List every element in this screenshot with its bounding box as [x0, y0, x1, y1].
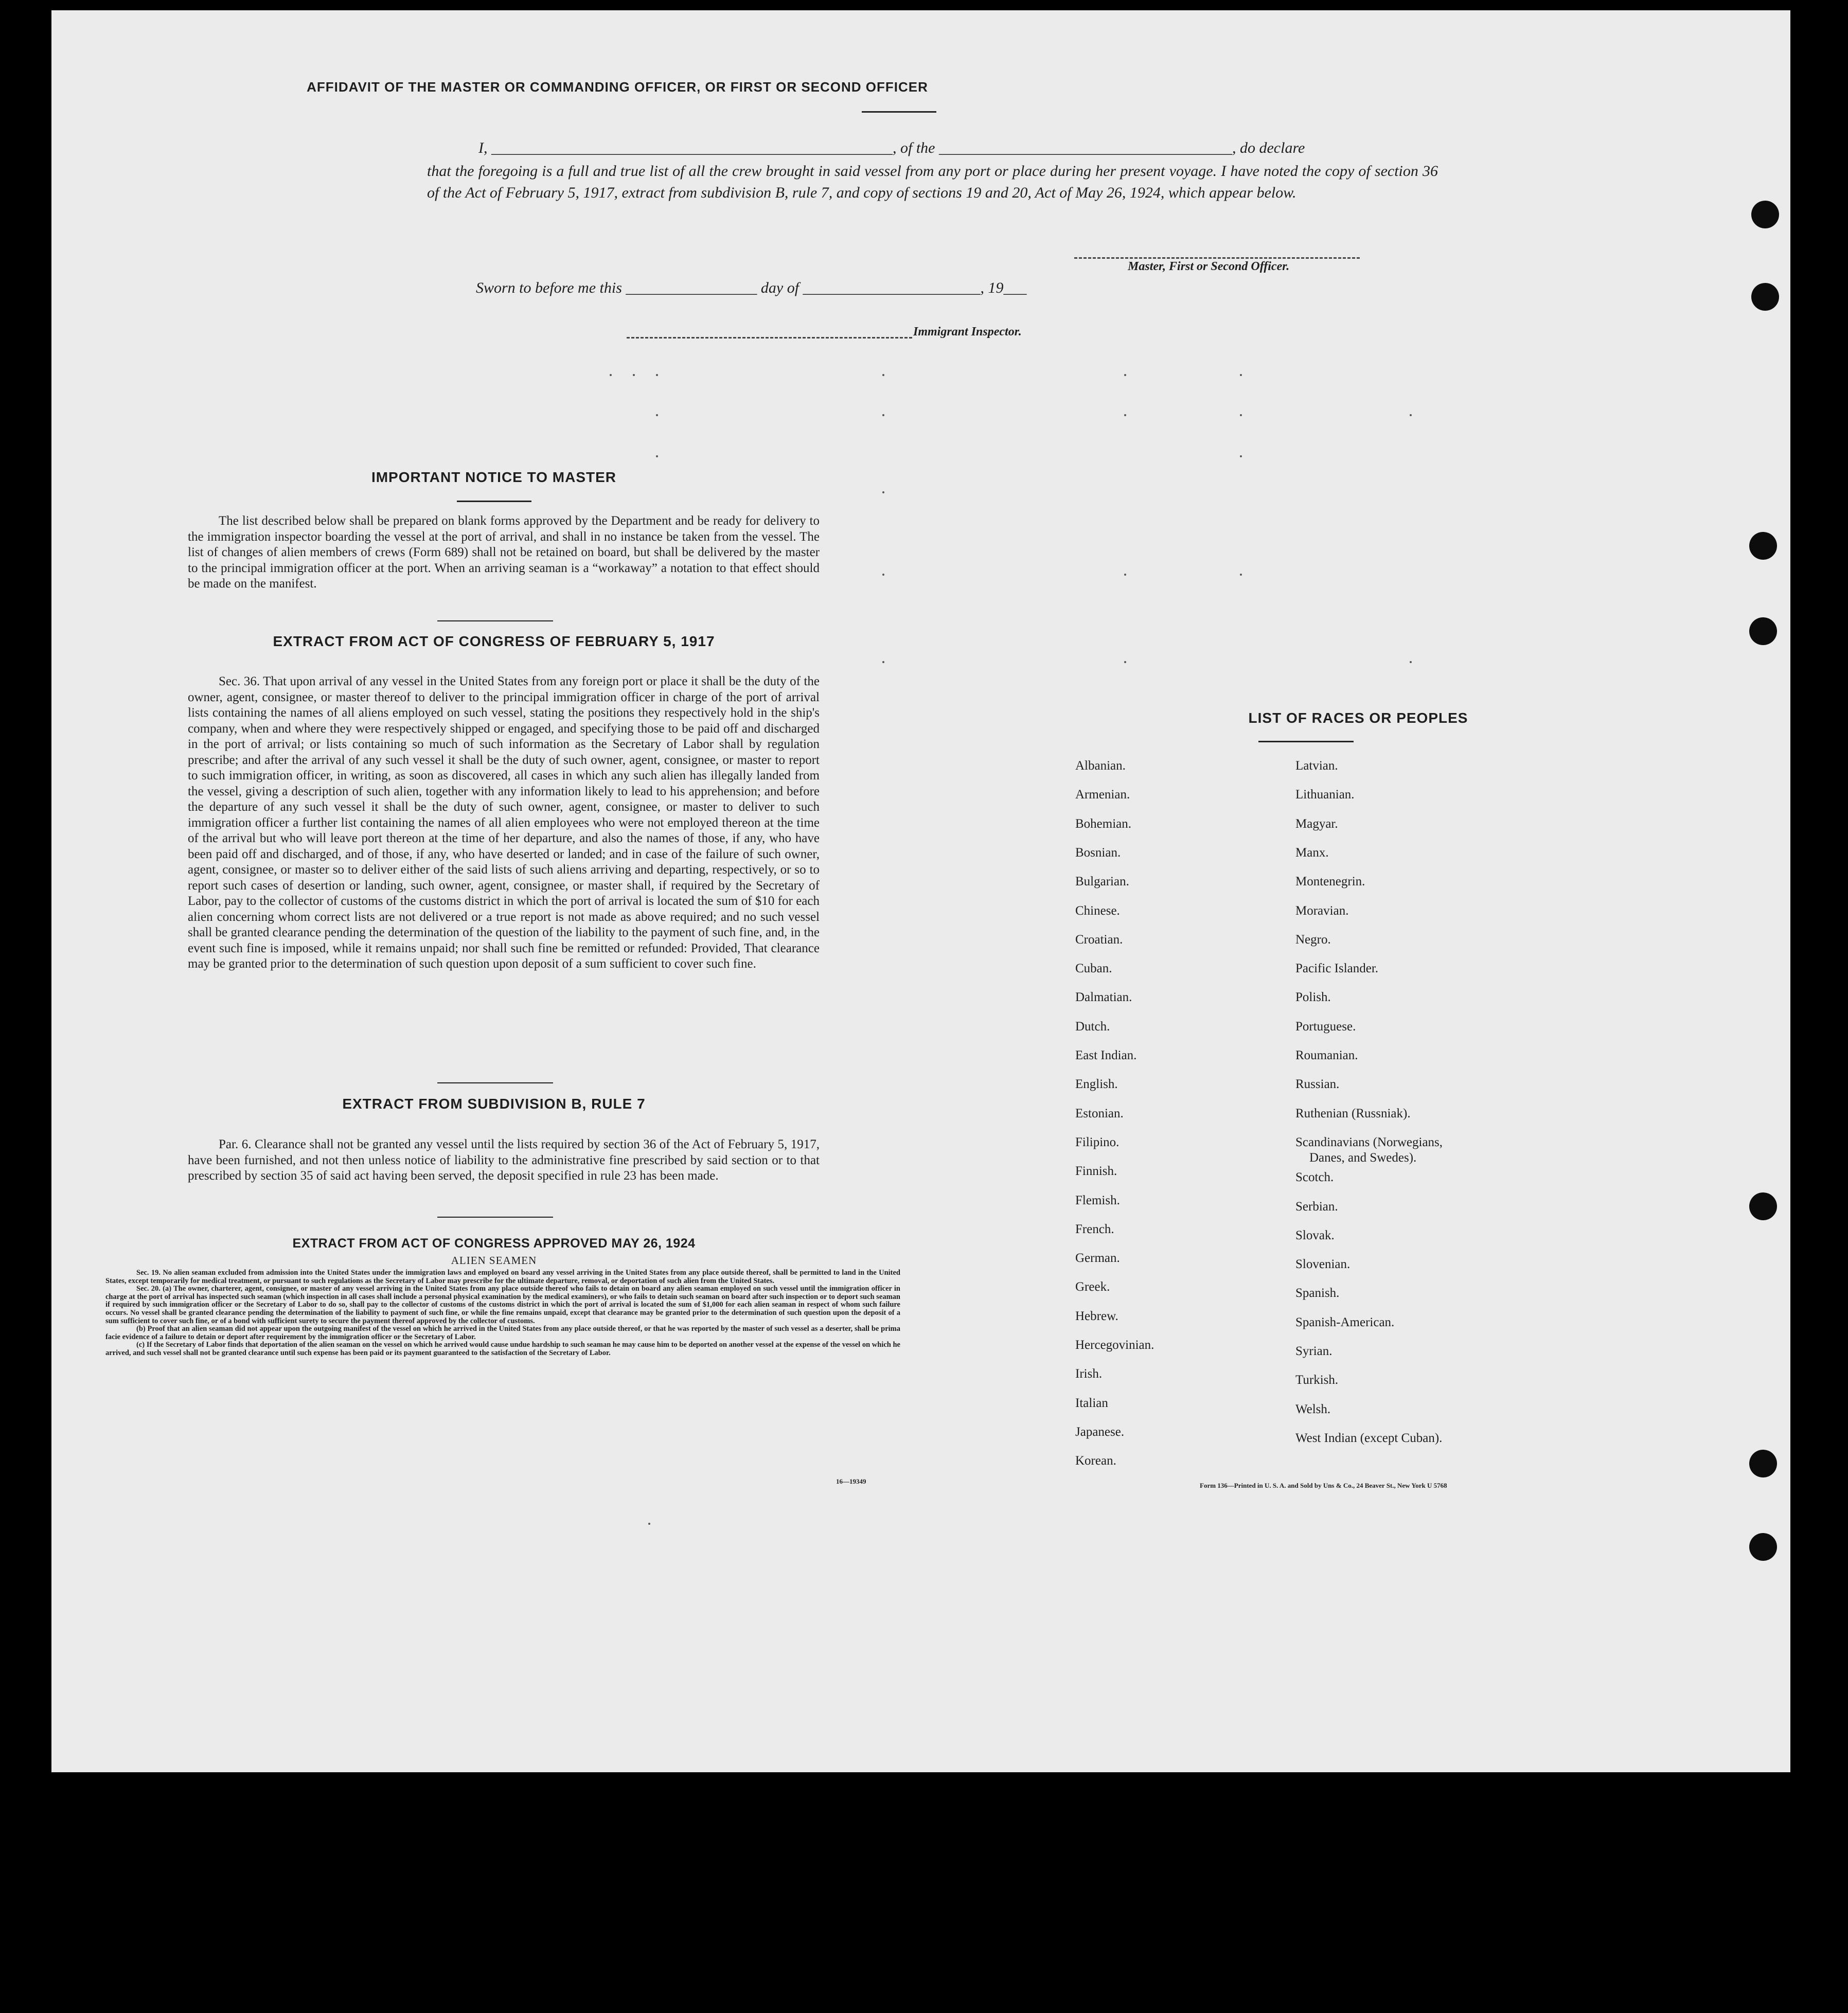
race-item: Hercegovinian. — [1075, 1338, 1154, 1352]
race-item: Manx. — [1295, 845, 1329, 860]
extract-1924-subheading: ALIEN SEAMEN — [451, 1254, 537, 1267]
race-item: Spanish. — [1295, 1286, 1340, 1301]
races-heading-rule — [1258, 741, 1354, 742]
sec19-text: Sec. 19. No alien seaman excluded from admission into the United States under the immigration laws and employed on board any vessel arriving in the United States from any place outside thereof, shall be permitted to land in the United States, except temporarily for medical treatment, or pursuant to such regulations as the Secretary of Labor may prescribe for the ultimate departure, removal, or deportation of such alien from the United States. — [105, 1269, 900, 1285]
race-item: Ruthenian (Russniak). — [1295, 1106, 1411, 1120]
speck — [1410, 661, 1412, 663]
race-item: Albanian. — [1075, 759, 1126, 773]
punch-hole — [1751, 201, 1779, 228]
race-item: Hebrew. — [1075, 1309, 1118, 1323]
notice-text: The list described below shall be prepared on blank forms approved by the Department and be ready for delivery to the immigration inspector boarding the vessel at the port of arrival, and shall in no instance be taken from the vessel. The list of changes of alien members of crews (Form 689) shall not be retained on board, but shall be delivered by the master to the principal immigration officer at the port. When an arriving seaman is a “workaway” a notation to that effect should be made on the manifest. — [188, 514, 820, 591]
race-item: Polish. — [1295, 990, 1331, 1005]
speck — [1124, 414, 1126, 416]
race-item: Greek. — [1075, 1280, 1110, 1294]
rule7-text: Par. 6. Clearance shall not be granted any vessel until the lists required by section 36 of the Act of February 5, 1917, have been furnished, and not then unless notice of liability to the administrative fine prescribed by said section or to that prescribed by section 35 of said act having been served, the deposit specified in rule 23 has been made. — [188, 1137, 820, 1183]
master-signature-label: Master, First or Second Officer. — [1128, 260, 1290, 273]
sworn-line: Sworn to before me this _________________ day of _______________________, 19___ — [476, 279, 1027, 296]
speck — [610, 374, 612, 376]
race-item: Spanish-American. — [1295, 1315, 1395, 1329]
speck — [633, 374, 635, 376]
race-item: Welsh. — [1295, 1402, 1331, 1416]
race-item: Turkish. — [1295, 1373, 1339, 1387]
speck — [1240, 414, 1242, 416]
speck — [1124, 574, 1126, 576]
speck — [648, 1523, 650, 1525]
race-item: Slovak. — [1295, 1228, 1335, 1242]
race-item: Slovenian. — [1295, 1257, 1351, 1272]
extract-1924-heading: EXTRACT FROM ACT OF CONGRESS APPROVED MAY 26, 1924 — [292, 1236, 696, 1251]
race-item: Cuban. — [1075, 961, 1112, 976]
race-item: Bulgarian. — [1075, 875, 1129, 889]
document-page — [51, 10, 1790, 1772]
race-item: East Indian. — [1075, 1048, 1137, 1062]
race-item: Negro. — [1295, 932, 1331, 947]
declaration-text: that the foregoing is a full and true list of all the crew brought in said vessel from any port or place during her present voyage. I have noted the copy of section 36 of the Act of February 5, 1917, extract from subdivision B, rule 7, and copy of sections 19 and 20, Act of May 26, 1924, which appear below. — [427, 163, 1438, 201]
speck — [882, 491, 884, 493]
race-item: Chinese. — [1075, 903, 1120, 918]
race-item: Irish. — [1075, 1367, 1103, 1381]
race-item: Scandinavians (Norwegians, — [1295, 1135, 1443, 1149]
race-item: Filipino. — [1075, 1135, 1120, 1149]
race-item: Scotch. — [1295, 1170, 1334, 1185]
extract-1917-heading: EXTRACT FROM ACT OF CONGRESS OF FEBRUARY 5, 1917 — [273, 633, 715, 649]
races-heading: LIST OF RACES OR PEOPLES — [1248, 710, 1468, 726]
race-item: Dutch. — [1075, 1019, 1110, 1034]
race-item: Danes, and Swedes). — [1309, 1150, 1417, 1165]
race-item: Bosnian. — [1075, 845, 1121, 860]
speck — [1240, 574, 1242, 576]
punch-hole — [1749, 1533, 1777, 1561]
sec20b-text: (b) Proof that an alien seaman did not appear upon the outgoing manifest of the vessel on which he arrived in the United States from any place outside thereof, or that he was reported by the master of such vessel as a deserter, shall be prima facie evidence of a failure to detain or deport after requirement by the immigration officer or the Secretary of Labor. — [105, 1325, 900, 1341]
notice-heading-rule — [457, 501, 531, 502]
race-item: Armenian. — [1075, 788, 1130, 802]
race-item: Bohemian. — [1075, 816, 1132, 831]
race-item: Croatian. — [1075, 932, 1123, 947]
title-underline — [862, 111, 936, 113]
race-item: Russian. — [1295, 1077, 1340, 1092]
race-item: Portuguese. — [1295, 1019, 1356, 1034]
speck — [1410, 414, 1412, 416]
affidavit-title: AFFIDAVIT OF THE MASTER OR COMMANDING OFFICER, OR FIRST OR SECOND OFFICER — [307, 79, 928, 95]
race-item: Serbian. — [1295, 1199, 1338, 1214]
race-item: Italian — [1075, 1396, 1108, 1410]
form-number-code: 16—19349 — [836, 1477, 866, 1485]
speck — [882, 661, 884, 663]
race-item: Syrian. — [1295, 1344, 1332, 1358]
rule7-divider — [437, 1217, 553, 1218]
speck — [1240, 455, 1242, 457]
speck — [656, 374, 658, 376]
extract-1917-divider — [437, 1082, 553, 1083]
race-item: English. — [1075, 1077, 1118, 1092]
extract-1924-body — [105, 1269, 900, 1358]
notice-divider — [437, 620, 553, 621]
punch-hole — [1749, 1450, 1777, 1477]
speck — [882, 374, 884, 376]
speck — [882, 414, 884, 416]
race-item: Lithuanian. — [1295, 788, 1355, 802]
notice-heading: IMPORTANT NOTICE TO MASTER — [371, 469, 617, 485]
speck — [1124, 374, 1126, 376]
race-item: Dalmatian. — [1075, 990, 1132, 1005]
race-item: Japanese. — [1075, 1424, 1125, 1439]
printer-footer: Form 136—Printed in U. S. A. and Sold by Uns & Co., 24 Beaver St., New York U 5768 — [1200, 1482, 1447, 1489]
speck — [882, 574, 884, 576]
master-signature-line — [1074, 257, 1360, 259]
race-item: Finnish. — [1075, 1164, 1117, 1179]
race-item: West Indian (except Cuban). — [1295, 1431, 1443, 1445]
extract-1917-text: Sec. 36. That upon arrival of any vessel in the United States from any foreign port or place it shall be the duty of the owner, agent, consignee, or master thereof to deliver to the principal immigration officer in charge of the port of arrival lists containing the names of all aliens employed on such vessel, stating the positions they respectively hold in the ship's company, when and where they were respectively shipped or engaged, and specifying those to be paid off and discharged in the port of arrival; or lists containing so much of such information as the Secretary of Labor shall by regulation prescribe; and after the arrival of any such vessel it shall be the duty of such owner, agent, consignee, or master to report to such immigration officer, in writing, as soon as discovered, all cases in which any such alien has illegally landed from the vessel, giving a description of such alien, together with any information likely to lead to his apprehension; and before the departure of any such vessel it shall be the duty of such owner, agent, consignee, or master to deliver to such immigration officer a further list containing the names of all alien employees who were not employed thereon at the time of the arrival but who will leave port thereon at the time of her departure, and also the names of those, if any, who have been paid off and discharged, and of those, if any, who have deserted or landed; and in case of the failure of such owner, agent, consignee, or master so to deliver either of the said lists of such aliens arriving and departing, respectively, or so to report such cases of desertion or landing, such owner, agent, consignee, or master shall, if required by the Secretary of Labor, pay to the collector of customs of the customs district in which the port of arrival is located the sum of $10 for each alien concerning whom correct lists are not delivered or a true report is not made as above required; and no such vessel shall be granted clearance pending the determination of the question of the liability to the payment of such fine, and, in the event such fine is imposed, while it remains unpaid; nor shall such fine be remitted or refunded: Provided, That clearance may be granted prior to the determination of such question upon deposit of a sum sufficient to cover such fine. — [188, 674, 820, 971]
inspector-label: Immigrant Inspector. — [913, 325, 1022, 339]
speck — [1124, 661, 1126, 663]
speck — [1240, 374, 1242, 376]
race-item: Montenegrin. — [1295, 875, 1365, 889]
sec20a-text: Sec. 20. (a) The owner, charterer, agent, consignee, or master of any vessel arriving in the United States from any place outside thereof who fails to detain on board any alien seaman employed on such vessel until the immigration officer in charge at the port of arrival has inspected such seaman (which inspection in all cases shall include a personal physical examination by the medical examiners), or who fails to detain such seaman on board after such inspection or to deport such seaman if required by such immigration officer or the Secretary of Labor to do so, shall pay to the collector of customs of the customs district in which the port of arrival is located the sum of $1,000 for each alien seaman in respect of whom such failure occurs. No vessel shall be granted clearance pending the determination of the liability to payment of such fine, or while the fine remains unpaid, except that clearance may be granted prior to the determination of such question upon the deposit of a sum sufficient to cover such fine, or of a bond with sufficient surety to secure the payment thereof approved by the collector of customs. — [105, 1285, 900, 1325]
race-item: Magyar. — [1295, 816, 1338, 831]
inspector-signature-line — [627, 337, 912, 339]
speck — [656, 414, 658, 416]
race-item: Moravian. — [1295, 903, 1349, 918]
rule7-heading: EXTRACT FROM SUBDIVISION B, RULE 7 — [342, 1096, 646, 1112]
race-item: French. — [1075, 1222, 1114, 1236]
speck — [656, 455, 658, 457]
punch-hole — [1749, 617, 1777, 645]
sec20c-text: (c) If the Secretary of Labor finds that deportation of the alien seaman on the vessel on which he arrived would cause undue hardship to such seaman he may cause him to be deported on another vessel at the expense of the vessel on which he arrived, and such vessel shall not be granted clearance until such expense has been paid or its payment guaranteed to the satisfaction of the Secretary of Labor. — [105, 1341, 900, 1357]
race-item: Flemish. — [1075, 1193, 1120, 1207]
race-item: German. — [1075, 1251, 1120, 1266]
punch-hole — [1751, 283, 1779, 311]
race-item: Estonian. — [1075, 1106, 1124, 1120]
declaration-line: I, ____________________________________________________, of the ______________________________________, do declare — [478, 139, 1305, 156]
race-item: Roumanian. — [1295, 1048, 1358, 1062]
race-item: Latvian. — [1295, 759, 1338, 773]
punch-hole — [1749, 1192, 1777, 1220]
race-item: Pacific Islander. — [1295, 961, 1379, 976]
race-item: Korean. — [1075, 1454, 1116, 1468]
punch-hole — [1749, 532, 1777, 560]
